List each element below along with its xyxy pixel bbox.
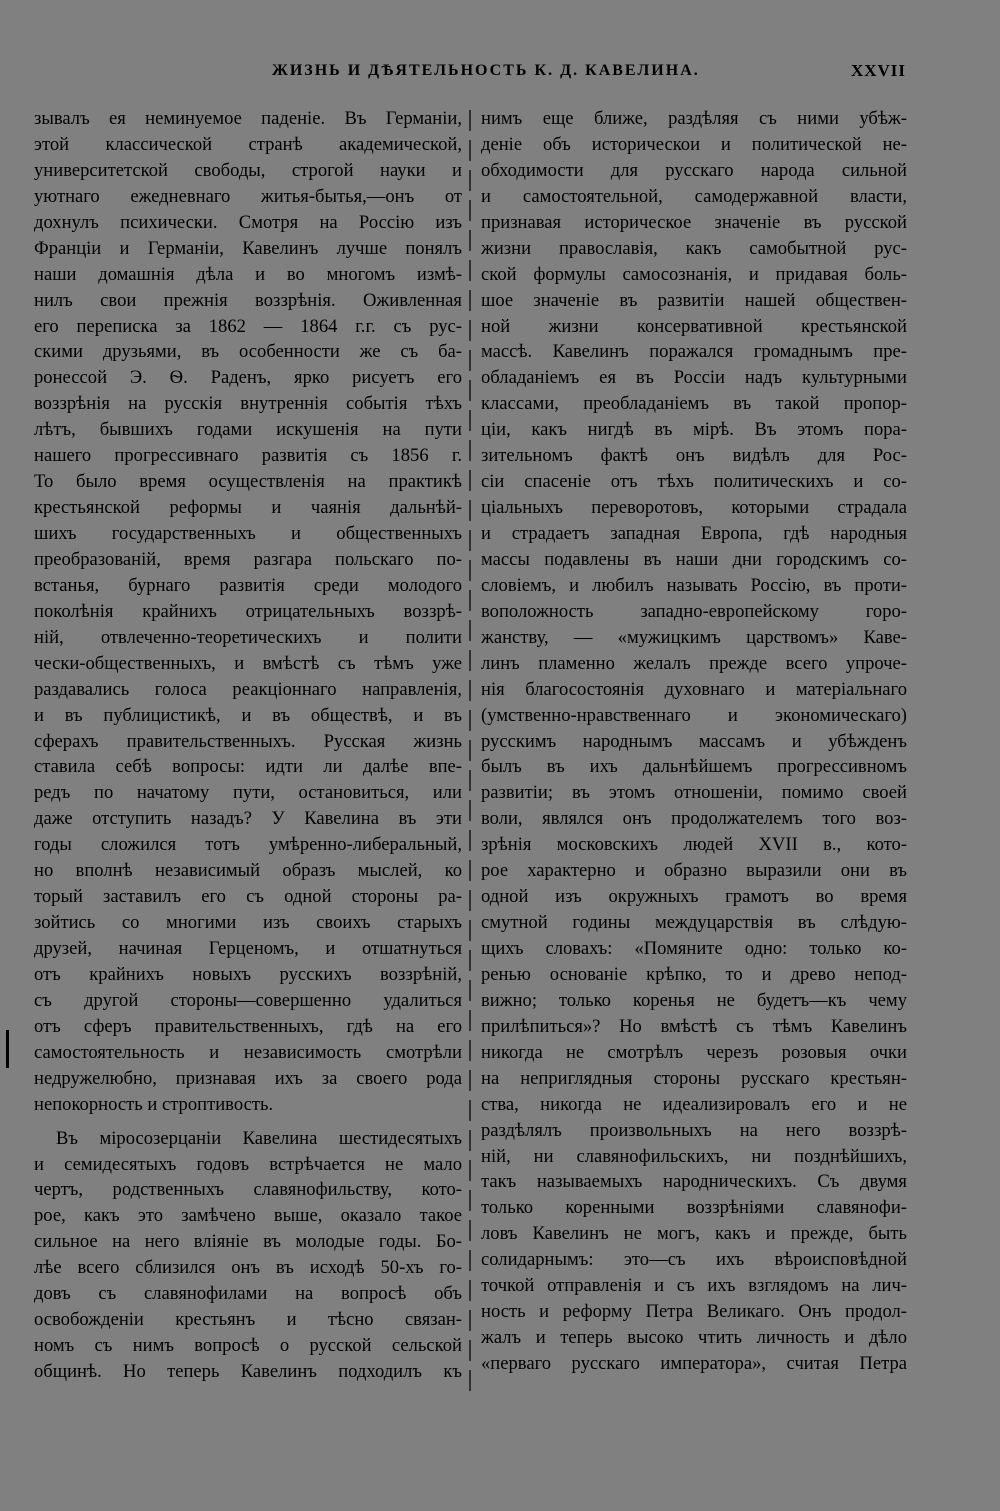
text-line: но вполнѣ независимый образъ мыслей, ко [34, 860, 462, 882]
text-line: точкой отправленія и съ ихъ взглядомъ на лич- [481, 1275, 907, 1297]
text-line: на неприглядныя стороны русскаго крестьян- [481, 1067, 907, 1089]
text-line: преобразованій, время разгара польскаго по- [34, 548, 462, 570]
text-line: То было время осуществленія на практикѣ [34, 471, 462, 493]
text-line: ронессой Э. Ѳ. Раденъ, ярко рисуетъ его [34, 367, 462, 389]
page-number: XXVII [850, 61, 906, 80]
text-line: встанья, бурнаго развитія среди молодого [34, 574, 462, 596]
text-line: прилѣпиться»? Но вмѣстѣ съ тѣмъ Кавелинъ [481, 1015, 907, 1037]
text-line: общинѣ. Но теперь Кавелинъ подходилъ къ [34, 1361, 462, 1382]
text-line: жалъ и теперь высоко чтить личность и дѣло [481, 1327, 907, 1349]
text-line: ній, ни славянофильскихъ, ни позднѣйшихъ, [481, 1145, 907, 1167]
text-line: крестьянской реформы и чаянія дальнѣй- [34, 497, 462, 519]
text-line: и страдаетъ западная Европа, гдѣ народныя [481, 523, 907, 544]
text-line: только коренными воззрѣніями славянофи- [481, 1197, 907, 1219]
column-divider [469, 110, 471, 1400]
text-line: словіемъ, и любилъ называть Россію, въ проти- [481, 574, 907, 596]
text-line: «перваго русскаго императора», считая Петра [481, 1353, 907, 1374]
text-line: (умственно-нравственнаго и экономическаго) [481, 704, 907, 726]
text-line: обладаніемъ ея въ Россіи надъ культурными [481, 367, 907, 389]
text-line: шое значеніе въ развитіи нашей обществен- [481, 289, 907, 311]
text-line: дохнулъ психически. Смотря на Россію изъ [34, 211, 462, 233]
text-line: этой классической странѣ академической, [34, 133, 462, 155]
text-line: университетской свободы, строгой науки и [34, 159, 462, 181]
text-line: нилъ свои прежнія воззрѣнія. Оживленная [34, 289, 462, 311]
left-paragraph-2 [34, 1126, 462, 1385]
text-line: номъ съ нимъ вопросѣ о русской сельской [34, 1335, 462, 1357]
text-line: нимъ еще ближе, раздѣляя съ ними убѣж- [481, 108, 907, 129]
text-line: освобожденіи крестьянъ и тѣсно связан- [34, 1309, 462, 1331]
text-line: нія благосостоянія духовнаго и матеріальнаго [481, 678, 907, 700]
text-line: и семидесятыхъ годовъ встрѣчается не мало [34, 1153, 462, 1175]
text-line: смутной годины междуцарствія въ слѣдую- [481, 912, 907, 934]
text-line: ность и реформу Петра Великаго. Онъ продол- [481, 1301, 907, 1323]
text-line: нашего прогрессивнаго развитія съ 1856 г. [34, 445, 462, 467]
text-line: поколѣнія крайнихъ отрицательныхъ воззрѣ- [34, 600, 462, 622]
text-line: никогда не смотрѣлъ черезъ розовыя очки [481, 1041, 907, 1063]
text-line: зрѣнія московскихъ людей XVII в., кото- [481, 834, 907, 856]
text-line: торый заставилъ его съ одной стороны ра- [34, 886, 462, 908]
text-line: друзей, начиная Герценомъ, и отшатнуться [34, 938, 462, 959]
text-line: русскимъ народнымъ массамъ и убѣжденъ [481, 730, 907, 752]
text-line: довъ съ славянофилами на вопросѣ объ [34, 1283, 462, 1305]
header-title: ЖИЗНЬ И ДѢЯТЕЛЬНОСТЬ К. Д. КАВЕЛИНА. [272, 62, 700, 79]
left-column [34, 106, 462, 1385]
text-line: зительномъ фактѣ онъ видѣлъ для Рос- [481, 445, 907, 467]
text-line: его переписка за 1862 — 1864 г.г. съ рус- [34, 315, 462, 337]
text-line: ній, отвлеченно-теоретическихъ и полити [34, 626, 462, 648]
left-paragraph-1 [34, 106, 462, 1118]
text-line: рое, какъ это замѣчено выше, оказало такое [34, 1205, 462, 1227]
text-line: и въ публицистикѣ, и въ обществѣ, и въ [34, 704, 462, 726]
text-line: сіи спасеніе отъ тѣхъ политическихъ и со- [481, 471, 907, 493]
text-line: шихъ государственныхъ и общественныхъ [34, 523, 462, 544]
text-line: линъ пламенно желалъ прежде всего упроче- [481, 652, 907, 674]
text-line: Франціи и Германіи, Кавелинъ лучше понялъ [34, 237, 462, 259]
running-header [0, 58, 1000, 84]
text-line: массы подавлены въ наши дни городскимъ со- [481, 548, 907, 570]
text-line: ціи, какъ нигдѣ въ мірѣ. Въ этомъ пора- [481, 419, 907, 441]
text-line: съ другой стороны—совершенно удалиться [34, 989, 462, 1011]
text-line: обходимости для русскаго народа сильной [481, 159, 907, 181]
text-line: наши домашнія дѣла и во многомъ измѣ- [34, 263, 462, 285]
margin-mark [6, 1030, 9, 1068]
text-line: Въ міросозерцаніи Кавелина шестидесятыхъ [56, 1127, 462, 1149]
text-line: воли, являлся онъ продолжателемъ того воз- [481, 808, 907, 830]
text-line: отъ крайнихъ новыхъ русскихъ воззрѣній, [34, 963, 462, 985]
text-line: и самостоятельной, самодержавной власти, [481, 185, 907, 207]
text-line: сильное на него вліяніе въ молодые годы. Бо- [34, 1231, 462, 1253]
text-line: жизни православія, какъ самобытной рус- [481, 237, 907, 259]
text-line: массѣ. Кавелинъ поражался громаднымъ пре- [481, 341, 907, 363]
text-line: воположность западно-европейскому горо- [481, 600, 907, 622]
text-line: годы сложился тотъ умѣренно-либеральный, [34, 834, 462, 856]
text-line: лѣе всего сблизился онъ въ исходѣ 50-хъ го- [34, 1257, 462, 1279]
text-line: ства, никогда не идеализировалъ его и не [481, 1093, 907, 1115]
text-line: ской формулы самосознанія, и придавая боль- [481, 263, 907, 285]
text-line: непокорность и строптивость. [34, 1093, 274, 1115]
text-line: чертъ, родственныхъ славянофильству, кото- [34, 1179, 462, 1201]
text-line: былъ въ ихъ дальнѣйшемъ прогрессивномъ [481, 756, 907, 778]
text-line: уютнаго ежедневнаго житья-бытья,—онъ от [34, 185, 462, 207]
text-line: самостоятельность и независимость смотрѣли [34, 1041, 462, 1063]
text-line: солидарнымъ: это—съ ихъ вѣроисповѣдной [481, 1249, 907, 1271]
text-line: щихъ словахъ: «Помяните одно: только ко- [481, 938, 907, 959]
text-line: ной жизни консервативной крестьянской [481, 315, 907, 337]
text-line: развитіи; въ этомъ отношеніи, помимо своей [481, 782, 907, 804]
text-line: признавая историческое значеніе въ русской [481, 211, 907, 233]
text-line: такъ называемыхъ народническихъ. Съ двумя [481, 1171, 907, 1193]
text-line: зойтись со многими изъ своихъ старыхъ [34, 912, 462, 934]
text-line: скими друзьями, въ особенности же съ ба- [34, 341, 462, 363]
text-line: недружелюбно, признавая ихъ за своего рода [34, 1067, 462, 1089]
text-line: ренью основаніе крѣпко, то и древо непод- [481, 963, 907, 985]
text-line: лѣтъ, бывшихъ годами искушенія на пути [34, 419, 462, 441]
text-line: классами, преобладаніемъ въ такой пропор- [481, 393, 907, 415]
text-line: деніе объ историческои и политической не- [481, 133, 907, 155]
paragraph-gap [34, 1118, 462, 1126]
text-line: ловъ Кавелинъ не могъ, какъ и прежде, быть [481, 1223, 907, 1245]
text-line: одной изъ окружныхъ грамотъ во время [481, 886, 907, 908]
text-line: сферахъ правительственныхъ. Русская жизнь [34, 730, 462, 752]
text-line: рое характерно и образно выразили они въ [481, 860, 907, 882]
text-line: раздавались голоса реакціоннаго направленія, [34, 678, 462, 700]
text-line: зывалъ ея неминуемое паденіе. Въ Германіи, [34, 108, 462, 129]
right-paragraph-1 [481, 106, 907, 1377]
text-line: чески-общественныхъ, и вмѣстѣ съ тѣмъ уже [34, 652, 462, 674]
right-column [481, 106, 907, 1377]
text-line: жанству, — «мужицкимъ царствомъ» Каве- [481, 626, 907, 648]
text-line: раздѣлялъ произвольныхъ на него воззрѣ- [481, 1119, 907, 1141]
text-line: отъ сферъ правительственныхъ, гдѣ на его [34, 1015, 462, 1037]
text-line: вижно; только коренья не будетъ—къ чему [481, 989, 907, 1011]
text-line: даже отступить назадъ? У Кавелина въ эти [34, 808, 462, 830]
text-line: воззрѣнія на русскія внутреннія событія тѣхъ [34, 393, 462, 415]
text-line: ціальныхъ переворотовъ, которыми страдала [481, 497, 907, 519]
text-line: ставила себѣ вопросы: идти ли далѣе впе- [34, 756, 462, 778]
text-line: редъ по начатому пути, остановиться, или [34, 782, 462, 804]
